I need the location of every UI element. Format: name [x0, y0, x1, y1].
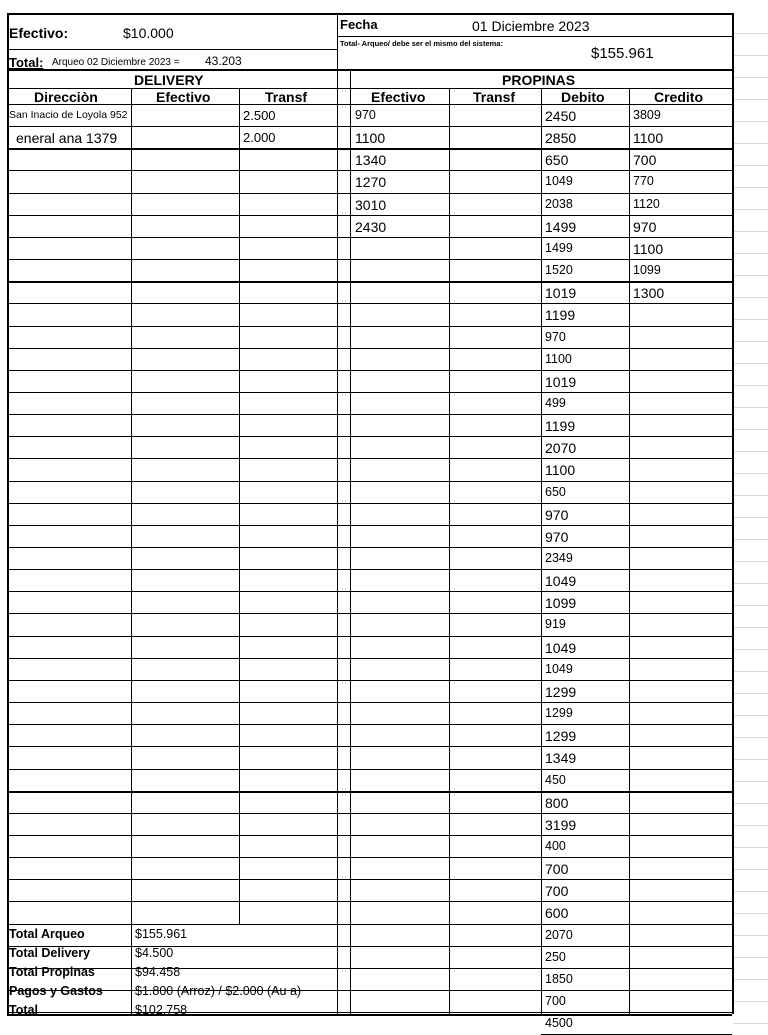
grid-line — [733, 649, 768, 650]
propinas-debito-cell: 2070 — [545, 928, 573, 942]
totals-value: $1.800 (Arroz) / $2.000 (Au a) — [135, 984, 302, 998]
propinas-debito-cell: 970 — [545, 529, 569, 545]
totals-label: Pagos y Gastos — [9, 984, 103, 998]
grid-line — [131, 924, 132, 1014]
grid-line — [733, 561, 768, 562]
grid-line — [7, 613, 732, 614]
grid-line — [733, 803, 768, 804]
grid-line — [7, 49, 337, 50]
propinas-title: PROPINAS — [502, 72, 576, 88]
propinas-debito-cell: 700 — [545, 883, 569, 899]
grid-line — [541, 990, 732, 991]
grid-line — [7, 326, 732, 327]
grid-line — [733, 627, 768, 628]
propinas-debito-cell: 1299 — [545, 706, 573, 720]
grid-line — [733, 891, 768, 892]
grid-line — [7, 193, 732, 194]
propinas-credito-cell: 700 — [633, 152, 657, 168]
propinas-debito-cell: 1349 — [545, 750, 577, 766]
grid-line — [7, 170, 732, 171]
propinas-debito-cell: 970 — [545, 330, 566, 344]
propinas-debito-cell: 1520 — [545, 263, 573, 277]
grid-line — [733, 429, 768, 430]
grid-line — [7, 525, 732, 526]
grid-line — [733, 715, 768, 716]
grid-line — [7, 348, 732, 349]
propinas-debito-cell: 1100 — [545, 352, 572, 366]
propinas-debito-cell: 1019 — [545, 374, 577, 390]
grid-line — [732, 13, 734, 1014]
grid-line — [350, 69, 351, 1014]
grid-line — [733, 319, 768, 320]
propinas-debito-cell: 700 — [545, 994, 566, 1008]
total-text: Arqueo 02 Diciembre 2023 = — [52, 57, 180, 68]
propinas-debito-cell: 1199 — [545, 418, 576, 434]
totals-label: Total Propinas — [9, 965, 95, 979]
propinas-debito-cell: 1299 — [545, 728, 577, 744]
propinas-debito-cell: 450 — [545, 773, 566, 787]
grid-line — [733, 825, 768, 826]
grid-line — [733, 99, 768, 100]
propinas-debito-cell: 499 — [545, 396, 566, 410]
propinas-credito-cell: 970 — [633, 219, 657, 235]
grid-line — [629, 88, 630, 1014]
grid-line — [733, 187, 768, 188]
propinas-efectivo-cell: 970 — [355, 108, 376, 122]
grid-line — [7, 769, 732, 770]
propinas-debito-cell: 1499 — [545, 241, 573, 255]
delivery-row-direccion: eneral ana 1379 — [16, 130, 118, 146]
grid-line — [7, 13, 9, 1014]
delivery-title: DELIVERY — [134, 72, 204, 88]
grid-line — [733, 671, 768, 672]
grid-line — [7, 1012, 541, 1013]
propinas-debito-cell: 2349 — [545, 551, 573, 565]
propinas-debito-cell: 700 — [545, 861, 569, 877]
efectivo-label: Efectivo: — [9, 25, 69, 41]
grid-line — [733, 539, 768, 540]
grid-line — [733, 605, 768, 606]
grid-line — [7, 924, 732, 925]
grid-line — [733, 913, 768, 914]
grid-line — [7, 879, 732, 880]
grid-line — [7, 591, 732, 592]
grid-line — [733, 165, 768, 166]
grid-line — [7, 69, 732, 71]
propinas-debito-cell: 919 — [545, 617, 566, 631]
grid-line — [733, 693, 768, 694]
grid-line — [733, 407, 768, 408]
grid-line — [733, 935, 768, 936]
propinas-debito-cell: 650 — [545, 152, 569, 168]
grid-line — [337, 13, 338, 1014]
totals-value: $94.458 — [135, 965, 181, 979]
grid-line — [733, 363, 768, 364]
propinas-debito-cell: 1850 — [545, 972, 573, 986]
grid-line — [733, 253, 768, 254]
grid-line — [7, 746, 732, 747]
propinas-efectivo-cell: 2430 — [355, 219, 387, 235]
grid-line — [7, 547, 732, 548]
grid-line — [7, 13, 732, 15]
fecha-label: Fecha — [340, 17, 378, 32]
grid-line — [7, 680, 732, 681]
propinas-debito-cell: 1049 — [545, 174, 573, 188]
grid-line — [7, 791, 732, 793]
grid-line — [7, 237, 732, 238]
propinas-debito-cell: 400 — [545, 839, 566, 853]
grid-line — [733, 385, 768, 386]
grid-line — [733, 869, 768, 870]
grid-line — [7, 88, 732, 89]
grid-line — [7, 215, 732, 216]
propinas-debito-cell: 1100 — [545, 462, 576, 478]
propinas-debito-cell: 800 — [545, 795, 569, 811]
totals-label: Total Arqueo — [9, 927, 85, 941]
propinas-col-efectivo: Efectivo — [371, 89, 426, 105]
grid-line — [7, 281, 732, 283]
propinas-debito-cell: 1099 — [545, 595, 577, 611]
delivery-col-direccion: Direcciòn — [34, 89, 98, 105]
delivery-row-transf: 2.500 — [243, 108, 276, 123]
propinas-efectivo-cell: 3010 — [355, 197, 387, 213]
grid-line — [7, 702, 732, 703]
propinas-debito-cell: 3199 — [545, 817, 577, 833]
grid-line — [7, 392, 732, 393]
propinas-debito-cell: 2850 — [545, 130, 577, 146]
propinas-col-debito: Debito — [561, 89, 605, 105]
totals-value: $4.500 — [135, 946, 174, 960]
propinas-credito-cell: 1100 — [633, 241, 664, 257]
totals-label: Total — [9, 1003, 38, 1017]
grid-line — [733, 297, 768, 298]
grid-line — [733, 979, 768, 980]
grid-line — [7, 1014, 732, 1016]
grid-line — [7, 104, 732, 105]
grid-line — [733, 847, 768, 848]
totals-value: $102.758 — [135, 1003, 188, 1017]
grid-line — [733, 121, 768, 122]
grid-line — [733, 517, 768, 518]
grid-line — [733, 495, 768, 496]
propinas-debito-cell: 1499 — [545, 219, 577, 235]
grid-line — [541, 968, 732, 969]
arqueo-value: $155.961 — [591, 45, 654, 62]
grid-line — [449, 88, 450, 1014]
grid-line — [733, 143, 768, 144]
grid-line — [733, 231, 768, 232]
grid-line — [541, 88, 542, 1014]
grid-line — [337, 36, 732, 37]
propinas-efectivo-cell: 1270 — [355, 174, 387, 190]
grid-line — [7, 503, 732, 504]
grid-line — [7, 569, 732, 570]
grid-line — [733, 1001, 768, 1002]
efectivo-value: $10.000 — [123, 25, 174, 41]
grid-line — [7, 126, 732, 127]
total-value: 43.203 — [205, 54, 242, 68]
grid-line — [733, 781, 768, 782]
grid-line — [239, 88, 240, 924]
grid-line — [7, 414, 732, 415]
propinas-debito-cell: 970 — [545, 507, 569, 523]
grid-line — [131, 88, 132, 924]
delivery-col-transf: Transf — [265, 89, 308, 105]
propinas-debito-cell: 250 — [545, 950, 566, 964]
propinas-debito-cell: 4500 — [545, 1016, 573, 1030]
grid-line — [733, 583, 768, 584]
grid-line — [733, 957, 768, 958]
grid-line — [733, 737, 768, 738]
grid-line — [7, 370, 732, 371]
propinas-col-transf: Transf — [473, 89, 516, 105]
arqueo-note: Total- Arqueo/ debe ser el mismo del sistema: — [340, 39, 503, 48]
grid-line — [7, 148, 732, 150]
total-label: Total: — [9, 55, 44, 70]
grid-line — [733, 759, 768, 760]
grid-line — [7, 436, 732, 437]
propinas-debito-cell: 1049 — [545, 662, 573, 676]
propinas-debito-cell: 2450 — [545, 108, 577, 124]
propinas-efectivo-cell: 1340 — [355, 152, 387, 168]
propinas-debito-cell: 600 — [545, 905, 569, 921]
grid-line — [7, 458, 732, 459]
fecha-value: 01 Diciembre 2023 — [472, 18, 590, 34]
grid-line — [7, 259, 732, 260]
totals-label: Total Delivery — [9, 946, 91, 960]
grid-line — [541, 946, 732, 947]
grid-line — [733, 473, 768, 474]
grid-line — [733, 77, 768, 78]
propinas-efectivo-cell: 1100 — [355, 130, 386, 146]
propinas-debito-cell: 1049 — [545, 573, 577, 589]
grid-line — [733, 275, 768, 276]
grid-line — [7, 835, 732, 836]
propinas-debito-cell: 1049 — [545, 640, 577, 656]
grid-line — [541, 1012, 732, 1013]
propinas-credito-cell: 1100 — [633, 130, 664, 146]
grid-line — [733, 451, 768, 452]
propinas-credito-cell: 1099 — [633, 263, 661, 277]
propinas-debito-cell: 1019 — [545, 285, 577, 301]
grid-line — [7, 658, 732, 659]
grid-line — [733, 209, 768, 210]
propinas-debito-cell: 650 — [545, 485, 566, 499]
grid-line — [7, 636, 732, 637]
grid-line — [733, 33, 768, 34]
propinas-credito-cell: 1120 — [633, 197, 660, 211]
propinas-debito-cell: 2070 — [545, 440, 577, 456]
grid-line — [7, 857, 732, 858]
propinas-credito-cell: 770 — [633, 174, 654, 188]
propinas-credito-cell: 1300 — [633, 285, 665, 301]
grid-line — [733, 341, 768, 342]
grid-line — [733, 55, 768, 56]
grid-line — [7, 303, 732, 304]
propinas-col-credito: Credito — [654, 89, 703, 105]
delivery-col-efectivo: Efectivo — [156, 89, 211, 105]
grid-line — [7, 901, 732, 902]
propinas-debito-cell: 2038 — [545, 197, 573, 211]
propinas-debito-cell: 1199 — [545, 307, 576, 323]
grid-line — [7, 813, 732, 814]
delivery-row-direccion: San Inacio de Loyola 952 — [9, 109, 128, 121]
propinas-debito-cell: 1299 — [545, 684, 577, 700]
grid-line — [7, 724, 732, 725]
propinas-credito-cell: 3809 — [633, 108, 661, 122]
delivery-row-transf: 2.000 — [243, 130, 276, 145]
totals-value: $155.961 — [135, 927, 188, 941]
grid-line — [7, 481, 732, 482]
